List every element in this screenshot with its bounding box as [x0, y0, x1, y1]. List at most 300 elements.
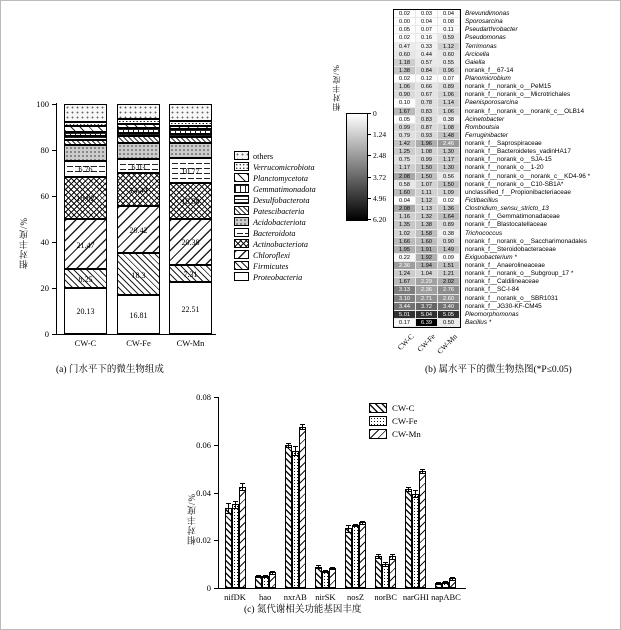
- x-category-label: CW-Fe: [126, 338, 151, 348]
- bar-segment-others: [117, 104, 160, 119]
- heatmap-row-label: norank_f__Anaerolineaceae: [465, 262, 545, 270]
- bar-segment-chloroflexi: [64, 219, 107, 268]
- segment-value-label: 14.44: [129, 186, 148, 196]
- heatmap-cell: 0.38: [438, 116, 460, 124]
- x-category-label: hao: [258, 592, 272, 602]
- error-bar-cap-bottom: [436, 584, 441, 585]
- heatmap-cell: 0.02: [394, 75, 416, 83]
- error-bar-cap-bottom: [330, 569, 335, 570]
- heatmap-cell: 0.16: [416, 34, 438, 42]
- bar-segment-patescibacteria: [64, 140, 107, 146]
- y-tick-label: 80: [40, 145, 49, 155]
- error-bar-cap-bottom: [293, 455, 298, 456]
- heatmap-cell: 0.57: [416, 59, 438, 67]
- y-tick-mark: [52, 288, 56, 289]
- y-tick-mark: [52, 242, 56, 243]
- legend-swatch: [369, 429, 387, 439]
- heatmap-cell: 0.17: [394, 319, 416, 327]
- heatmap-row-label: norank_f__norank_o__Subgroup_17 *: [465, 270, 574, 278]
- heatmap-cell: 1.25: [394, 148, 416, 156]
- heatmap-cell: 1.02: [394, 230, 416, 238]
- heatmap-cell: 0.75: [394, 156, 416, 164]
- heatmap-cell: 1.17: [394, 164, 416, 172]
- legend-swatch: [234, 173, 249, 182]
- panel-c-gene-grouped-bar: [1, 391, 621, 606]
- heatmap-cell: 1.12: [416, 197, 438, 205]
- error-bar-stem: [228, 503, 229, 513]
- error-bar-cap-bottom: [300, 429, 305, 430]
- legend-label: Firmicutes: [253, 262, 289, 271]
- error-bar-cap-bottom: [240, 490, 245, 491]
- heatmap-column-label: CW-C: [395, 332, 416, 352]
- heatmap-row-label: norank_f__JG30-KF-CM45: [465, 302, 542, 310]
- heatmap-row-label: unclassified_f__Propionibacteriaceae: [465, 188, 571, 196]
- y-tick-mark: [214, 493, 218, 494]
- panel-b-genus-heatmap: [311, 1, 621, 396]
- bar-segment-actinobacteriota: [169, 183, 212, 219]
- error-bar-cap-bottom: [353, 526, 358, 527]
- x-category-label: napABC: [431, 592, 461, 602]
- heatmap-cell: 1.58: [416, 230, 438, 238]
- colorbar-tick-label: 6.20: [373, 215, 387, 224]
- heatmap-cell: 1.21: [438, 270, 460, 278]
- gene-bar-cw-mn: [269, 572, 276, 588]
- colorbar-label: 相对丰度/%: [332, 64, 341, 111]
- heatmap-row-label: norank_f__norank_o__SBR1031: [465, 294, 559, 302]
- x-axis-line: [218, 588, 466, 589]
- heatmap-row-label: norank_f__norank_o__Microtrichales: [465, 91, 571, 99]
- gene-bar-cw-c: [375, 556, 382, 588]
- heatmap-cell: 1.18: [394, 59, 416, 67]
- legend-label: Proteobacteria: [253, 273, 303, 282]
- heatmap-row-label: norank_f__Gemmatimonadaceae: [465, 213, 560, 221]
- colorbar-tick-label: 0: [373, 109, 377, 118]
- error-bar-cap-top: [390, 554, 395, 555]
- error-bar-cap-bottom: [263, 577, 268, 578]
- segment-value-label: 20.38: [181, 238, 200, 248]
- heatmap-column-label: CW-Mn: [435, 332, 460, 356]
- gene-bar-cw-mn: [389, 556, 396, 588]
- segment-value-label: 20.42: [129, 226, 148, 236]
- heatmap-row-label: Pleomorphomonas: [465, 310, 519, 318]
- legend-swatch: [369, 416, 387, 426]
- legend-label: CW-C: [392, 403, 415, 413]
- error-bar-cap-top: [286, 443, 291, 444]
- error-bar-cap-top: [360, 521, 365, 522]
- y-tick-mark: [52, 196, 56, 197]
- bar-segment-patescibacteria: [117, 136, 160, 143]
- error-bar-cap-bottom: [450, 580, 455, 581]
- heatmap-cell: 0.33: [416, 43, 438, 51]
- heatmap-row-label: norank_f__norank_o__Saccharimonadales: [465, 237, 587, 245]
- heatmap-row-label: norank_f__norank_o__norank_c__KD4-96 *: [465, 172, 591, 180]
- error-bar-cap-top: [316, 565, 321, 566]
- heatmap-cell: 1.24: [394, 270, 416, 278]
- heatmap-cell: 0.05: [394, 116, 416, 124]
- heatmap-cell: 0.05: [394, 26, 416, 34]
- bar-segment-acidobacteriota: [169, 143, 212, 158]
- heatmap-cell: 0.12: [416, 75, 438, 83]
- legend-swatch: [234, 239, 249, 248]
- gene-bar-cw-c: [225, 508, 232, 588]
- heatmap-cell: 2.36: [394, 262, 416, 270]
- legend-label: Verrucomicrobiota: [253, 163, 315, 172]
- heatmap-row-label: norank_f__Saprospiraceae: [465, 140, 542, 148]
- error-bar-cap-top: [450, 577, 455, 578]
- heatmap-cell: 0.50: [438, 319, 460, 327]
- error-bar-cap-bottom: [360, 524, 365, 525]
- colorbar-tick-mark: [367, 198, 371, 199]
- gene-bar-cw-fe: [322, 571, 329, 588]
- bar-segment-chloroflexi: [169, 219, 212, 266]
- heatmap-cell: 0.44: [416, 51, 438, 59]
- gene-bar-cw-mn: [419, 471, 426, 588]
- heatmap-cell: 0.08: [438, 18, 460, 26]
- error-bar-cap-top: [270, 571, 275, 572]
- gene-bar-cw-mn: [359, 522, 366, 588]
- error-bar-cap-bottom: [383, 566, 388, 567]
- colorbar-tick-mark: [367, 219, 371, 220]
- legend-label: CW-Fe: [392, 416, 418, 426]
- bar-segment-acidobacteriota: [117, 143, 160, 159]
- heatmap-row-label: Acinetobacter: [465, 115, 505, 123]
- heatmap-cell: 0.90: [394, 91, 416, 99]
- heatmap-cell: 0.58: [394, 181, 416, 189]
- colorbar-tick-mark: [367, 177, 371, 178]
- heatmap-cell: 1.36: [438, 205, 460, 213]
- heatmap-cell: 1.50: [416, 164, 438, 172]
- colorbar-tick-label: 4.96: [373, 193, 387, 203]
- bar-segment-bacteroidota: [117, 159, 160, 173]
- gene-bar-cw-c: [405, 489, 412, 588]
- heatmap-row-label: Planomicrobium: [465, 75, 511, 83]
- heatmap-row-label: norank_f__norank_o__SJA-15: [465, 156, 552, 164]
- error-bar-cap-bottom: [420, 473, 425, 474]
- heatmap-cell: 1.35: [394, 221, 416, 229]
- heatmap-cell: 5.04: [416, 311, 438, 319]
- heatmap-cell: 1.50: [416, 173, 438, 181]
- heatmap-row-label: Pseudomonas: [465, 34, 506, 42]
- bar-segment-planctomycetota: [117, 124, 160, 129]
- legend-swatch: [234, 184, 249, 193]
- y-tick-label: 20: [40, 283, 49, 293]
- error-bar-cap-top: [323, 570, 328, 571]
- error-bar-cap-bottom: [390, 559, 395, 560]
- heatmap-cell: 0.67: [416, 91, 438, 99]
- heatmap-cell: 0.11: [438, 26, 460, 34]
- heatmap-row-label: norank_f__Bacteroidetes_vadinHA17: [465, 148, 571, 156]
- heatmap-cell: 0.89: [438, 221, 460, 229]
- heatmap-cell: 0.02: [438, 197, 460, 205]
- heatmap-cell: 2.02: [438, 278, 460, 286]
- heatmap-row-label: Terrimonas: [465, 42, 497, 50]
- error-bar-stem: [295, 446, 296, 456]
- bar-segment-desulfobacterota: [169, 134, 212, 137]
- gene-bar-cw-c: [315, 567, 322, 588]
- y-tick-mark: [214, 397, 218, 398]
- heatmap-cell: 1.08: [438, 124, 460, 132]
- heatmap-cell: 0.83: [416, 108, 438, 116]
- segment-value-label: 21.47: [76, 240, 95, 250]
- heatmap-cell: 1.60: [416, 238, 438, 246]
- bar-segment-firmicutes: [117, 253, 160, 295]
- heatmap-cell: 1.66: [394, 238, 416, 246]
- heatmap-cell: 1.67: [394, 108, 416, 116]
- heatmap-cell: 1.04: [416, 270, 438, 278]
- segment-value-label: 15.58: [181, 197, 200, 207]
- legend-swatch: [234, 162, 249, 171]
- error-bar-stem: [415, 490, 416, 497]
- heatmap-cell: 1.17: [438, 156, 460, 164]
- error-bar-cap-top: [293, 446, 298, 447]
- heatmap-cell: 0.96: [438, 67, 460, 75]
- panel-c-y-axis-label: 相对丰度/%: [187, 493, 197, 545]
- heatmap-cell: 1.09: [438, 189, 460, 197]
- heatmap-cell: 0.99: [394, 124, 416, 132]
- legend-label: CW-Mn: [392, 429, 421, 439]
- gene-bar-cw-fe: [232, 504, 239, 588]
- gene-bar-cw-mn: [329, 568, 336, 588]
- segment-value-label: 18.62: [76, 194, 95, 204]
- heatmap-cell: 0.55: [438, 59, 460, 67]
- error-bar-cap-top: [383, 562, 388, 563]
- heatmap-cell: 6.39: [416, 319, 438, 327]
- heatmap-cell: 1.67: [394, 278, 416, 286]
- error-bar-cap-bottom: [346, 532, 351, 533]
- heatmap-row-label: norank_f__Caldilineaceae: [465, 278, 539, 286]
- colorbar-gradient: [346, 113, 368, 221]
- heatmap-cell: 1.48: [438, 132, 460, 140]
- gene-bar-cw-fe: [292, 451, 299, 588]
- gene-bar-cw-c: [285, 445, 292, 588]
- heatmap-cell: 2.08: [394, 205, 416, 213]
- heatmap-cell: 0.60: [394, 51, 416, 59]
- heatmap-row-label: Pseudarthrobacter: [465, 26, 518, 34]
- legend-swatch: [234, 261, 249, 270]
- heatmap-cell: 0.38: [438, 230, 460, 238]
- heatmap-cell: 0.87: [416, 124, 438, 132]
- heatmap-cell: 0.10: [394, 99, 416, 107]
- x-category-label: nxrAB: [283, 592, 307, 602]
- x-category-label: nosZ: [347, 592, 365, 602]
- heatmap-cell: 0.89: [438, 83, 460, 91]
- x-category-label: narGHI: [402, 592, 429, 602]
- error-bar-cap-top: [413, 490, 418, 491]
- heatmap-cell: 2.36: [416, 286, 438, 294]
- heatmap-row-label: Paenisporosarcina: [465, 99, 518, 107]
- heatmap-cell: 1.08: [416, 148, 438, 156]
- heatmap-cell: 1.51: [438, 262, 460, 270]
- error-bar-cap-bottom: [376, 558, 381, 559]
- error-bar-cap-top: [443, 581, 448, 582]
- heatmap-cell: 1.38: [394, 67, 416, 75]
- heatmap-cell: 1.95: [394, 246, 416, 254]
- error-bar-cap-bottom: [270, 574, 275, 575]
- error-bar-cap-bottom: [233, 508, 238, 509]
- error-bar-cap-top: [240, 483, 245, 484]
- legend-label: Chloroflexi: [253, 251, 290, 260]
- heatmap-row-label: Clostridium_sensu_stricto_13: [465, 205, 549, 213]
- heatmap-row-label: Sporosarcina: [465, 18, 503, 26]
- heatmap-row-label: norank_f__Blastocatellaceae: [465, 221, 548, 229]
- error-bar-cap-bottom: [406, 491, 411, 492]
- legend-swatch: [234, 272, 249, 281]
- heatmap-row-label: Exiguobacterium *: [465, 253, 517, 261]
- heatmap-cell: 5.05: [438, 311, 460, 319]
- x-axis-line: [56, 334, 216, 335]
- bar-segment-proteobacteria: [64, 288, 107, 334]
- heatmap-column-label: CW-Fe: [415, 332, 438, 354]
- heatmap-cell: 0.78: [416, 99, 438, 107]
- legend-label: Actinobacteriota: [253, 240, 309, 249]
- heatmap-cell: 1.32: [416, 213, 438, 221]
- segment-value-label: 16.81: [129, 311, 148, 321]
- heatmap-cell: 5.01: [394, 311, 416, 319]
- legend-swatch: [369, 403, 387, 413]
- bar-segment-acidobacteriota: [64, 145, 107, 161]
- heatmap-cell: 1.91: [416, 246, 438, 254]
- heatmap-cell: 2.29: [416, 278, 438, 286]
- legend-label: Desulfobacterota: [253, 196, 310, 205]
- heatmap-cell: 1.12: [438, 43, 460, 51]
- heatmap-cell: 0.84: [416, 67, 438, 75]
- y-tick-mark: [214, 540, 218, 541]
- error-bar-cap-top: [233, 501, 238, 502]
- heatmap-cell: 0.02: [394, 10, 416, 18]
- colorbar-tick-mark: [367, 113, 371, 114]
- y-tick-label: 60: [40, 191, 49, 201]
- heatmap-cell: 3.10: [394, 295, 416, 303]
- error-bar-cap-top: [256, 575, 261, 576]
- error-bar-cap-bottom: [443, 583, 448, 584]
- heatmap-row-label: Arcicella: [465, 50, 490, 58]
- heatmap-row-label: norank_f__SC-I-84: [465, 286, 519, 294]
- bar-segment-bacteroidota: [169, 158, 212, 183]
- bar-segment-actinobacteriota: [64, 177, 107, 220]
- heatmap-row-label: Brevundimonas: [465, 10, 510, 17]
- segment-value-label: 10.77: [181, 166, 200, 176]
- y-tick-label: 0.02: [196, 535, 211, 546]
- heatmap-cell: 1.06: [438, 91, 460, 99]
- segment-value-label: 22.51: [181, 304, 200, 314]
- heatmap-cell: 2.08: [394, 173, 416, 181]
- legend-label: Gemmatimonadota: [253, 185, 316, 194]
- heatmap-cell: 0.56: [438, 173, 460, 181]
- segment-value-label: 7.31: [183, 270, 198, 280]
- legend-swatch: [234, 206, 249, 215]
- y-tick-label: 0.04: [196, 487, 211, 498]
- y-tick-mark: [214, 445, 218, 446]
- heatmap-cell: 1.64: [438, 213, 460, 221]
- bar-segment-verrucomicrobiota: [169, 121, 212, 126]
- heatmap-cell: 0.90: [438, 238, 460, 246]
- error-bar-cap-top: [420, 469, 425, 470]
- heatmap-cell: 0.83: [416, 116, 438, 124]
- segment-value-label: 18.3: [131, 270, 146, 280]
- heatmap-cell: 0.93: [416, 132, 438, 140]
- heatmap-cell: 1.94: [416, 262, 438, 270]
- x-category-label: nirSK: [315, 592, 336, 602]
- gene-bar-cw-fe: [382, 564, 389, 588]
- heatmap-cell: 1.14: [438, 99, 460, 107]
- heatmap-cell: 3.44: [394, 303, 416, 311]
- heatmap-cell: 0.99: [416, 156, 438, 164]
- bar-segment-verrucomicrobiota: [64, 122, 107, 127]
- heatmap-cell: 0.03: [416, 10, 438, 18]
- error-bar-stem: [348, 525, 349, 532]
- y-tick-mark: [52, 150, 56, 151]
- panel-a-phylum-stacked-bar: [1, 1, 331, 396]
- bar-segment-chloroflexi: [117, 206, 160, 253]
- heatmap-cell: 1.38: [416, 221, 438, 229]
- x-category-label: nifDK: [224, 592, 246, 602]
- bar-segment-proteobacteria: [117, 295, 160, 334]
- heatmap-cell: 0.07: [416, 26, 438, 34]
- colorbar-tick-label: 3.72: [373, 172, 387, 182]
- bar-segment-desulfobacterota: [64, 136, 107, 139]
- y-axis-line: [56, 103, 57, 335]
- x-category-label: norBC: [374, 592, 398, 602]
- heatmap-cell: 0.02: [394, 34, 416, 42]
- error-bar-cap-bottom: [286, 447, 291, 448]
- panel-a-caption: (a) 门水平下的微生物组成: [56, 365, 164, 375]
- bar-segment-patescibacteria: [169, 137, 212, 143]
- y-tick-label: 0.08: [196, 392, 211, 402]
- heatmap-row-label: norank_f__norank_o__C10-SB1A*: [465, 180, 564, 188]
- heatmap-cell: 3.72: [416, 303, 438, 311]
- heatmap-cell: 1.92: [416, 254, 438, 262]
- x-category-label: CW-C: [74, 338, 97, 348]
- bar-segment-planctomycetota: [64, 126, 107, 131]
- bar-segment-bacteroidota: [64, 161, 107, 177]
- bar-segment-proteobacteria: [169, 282, 212, 334]
- panel-b-caption: (b) 属水平下的微生物热图(*P≤0.05): [425, 365, 572, 375]
- legend-swatch: [234, 250, 249, 259]
- heatmap-cell: 1.42: [394, 140, 416, 148]
- heatmap-row-label: norank_f__norank_o__1-20: [465, 164, 544, 172]
- panel-a-y-axis-label: 相对丰度/%: [19, 217, 29, 269]
- heatmap-cell: 3.40: [438, 303, 460, 311]
- segment-value-label: 20.13: [76, 307, 95, 317]
- heatmap-cell: 1.50: [438, 181, 460, 189]
- gene-bar-cw-mn: [299, 427, 306, 588]
- y-tick-label: 0: [206, 583, 211, 593]
- heatmap-cell: 1.13: [416, 205, 438, 213]
- heatmap-cell: 0.79: [394, 132, 416, 140]
- error-bar-cap-top: [300, 424, 305, 425]
- heatmap-row-label: norank_f__norank_o__norank_c__OLB14: [465, 107, 585, 115]
- heatmap-cell: 0.04: [394, 197, 416, 205]
- legend-swatch: [234, 228, 249, 237]
- error-bar-cap-top: [376, 554, 381, 555]
- heatmap-row-label: Bacillus *: [465, 318, 492, 326]
- gene-bar-cw-c: [345, 528, 352, 588]
- y-tick-label: 0.06: [196, 439, 211, 450]
- bar-segment-planctomycetota: [169, 126, 212, 129]
- heatmap-row-label: Trichococcus: [465, 229, 503, 237]
- error-bar-cap-bottom: [323, 572, 328, 573]
- x-category-label: CW-Mn: [176, 338, 205, 348]
- bar-segment-others: [169, 104, 212, 121]
- legend-swatch: [234, 195, 249, 204]
- heatmap-cell: 1.49: [438, 246, 460, 254]
- error-bar-cap-bottom: [256, 577, 261, 578]
- y-axis-line: [218, 397, 219, 588]
- gene-bar-cw-fe: [352, 525, 359, 588]
- colorbar-tick-label: 1.24: [373, 130, 387, 140]
- y-tick-label: 0: [44, 329, 49, 339]
- heatmap-cell: 1.16: [394, 213, 416, 221]
